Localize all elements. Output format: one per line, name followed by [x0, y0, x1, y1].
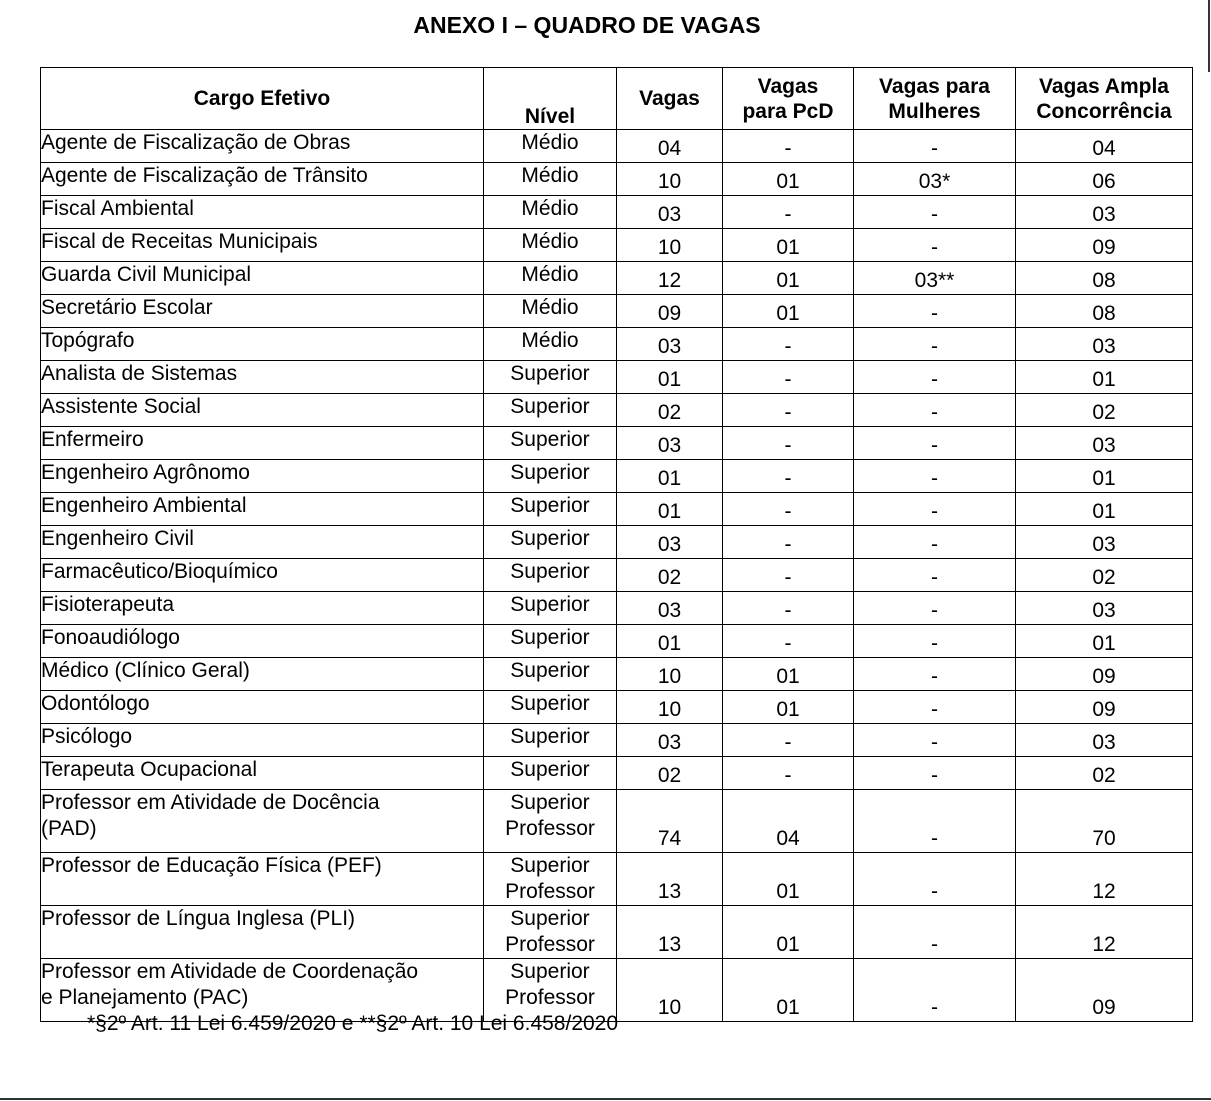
table-row: [41, 658, 1193, 691]
cell-nivel-line: Superior: [510, 461, 590, 484]
cell-nivel-line: Superior: [510, 428, 590, 451]
cell-vagas-mulheres: -: [854, 295, 1016, 328]
cell-vagas-pcd: -: [723, 592, 854, 625]
cell-vagas: 02: [617, 757, 723, 790]
cell-cargo: [41, 853, 484, 906]
table-body: [41, 130, 1193, 1022]
cell-vagas-ampla: 09: [1016, 691, 1193, 724]
cell-nivel-line: Superior: [510, 560, 590, 583]
cell-vagas-mulheres: -: [854, 328, 1016, 361]
cell-vagas-mulheres: -: [854, 493, 1016, 526]
cell-nivel-line: Superior: [510, 907, 590, 930]
cell-vagas-ampla: 01: [1016, 460, 1193, 493]
cell-vagas-mulheres: -: [854, 361, 1016, 394]
cell-cargo: [41, 262, 484, 295]
cell-nivel: [484, 361, 617, 394]
cell-vagas: 13: [617, 906, 723, 959]
cell-vagas-ampla: 08: [1016, 262, 1193, 295]
cell-nivel-line: Superior: [510, 725, 590, 748]
cell-vagas: 03: [617, 592, 723, 625]
header-vagas-mulheres-line2: Mulheres: [888, 99, 981, 123]
header-vagas-mulheres: [854, 68, 1016, 130]
cell-vagas-ampla: 70: [1016, 790, 1193, 853]
cell-vagas-ampla: 03: [1016, 724, 1193, 757]
cell-vagas-pcd: -: [723, 196, 854, 229]
cell-cargo-line: Engenheiro Agrônomo: [41, 461, 250, 484]
cell-vagas-pcd: 01: [723, 295, 854, 328]
cell-vagas-mulheres: -: [854, 592, 1016, 625]
cell-cargo: [41, 460, 484, 493]
cell-cargo-line: Terapeuta Ocupacional: [41, 758, 257, 781]
cell-vagas: 03: [617, 328, 723, 361]
cell-vagas-ampla: 03: [1016, 526, 1193, 559]
cell-cargo-line: Secretário Escolar: [41, 296, 213, 319]
cell-cargo-line: Engenheiro Civil: [41, 527, 194, 550]
cell-vagas-ampla: 09: [1016, 229, 1193, 262]
cell-vagas-mulheres: -: [854, 625, 1016, 658]
cell-vagas-mulheres: -: [854, 427, 1016, 460]
cell-vagas-pcd: 01: [723, 163, 854, 196]
cell-nivel-line: Superior: [510, 395, 590, 418]
cell-vagas-pcd: 01: [723, 959, 854, 1022]
cell-vagas-ampla: 12: [1016, 853, 1193, 906]
cell-vagas-ampla: 03: [1016, 427, 1193, 460]
cell-nivel-line: Superior: [510, 362, 590, 385]
header-cargo-efetivo: Cargo Efetivo: [41, 68, 484, 130]
cell-vagas: 12: [617, 262, 723, 295]
cell-vagas-pcd: -: [723, 361, 854, 394]
cell-cargo-line: Engenheiro Ambiental: [41, 494, 247, 517]
page-border-bottom: [0, 1098, 1211, 1100]
cell-vagas-ampla: 12: [1016, 906, 1193, 959]
cell-nivel: [484, 691, 617, 724]
cell-vagas: 13: [617, 853, 723, 906]
cell-cargo: [41, 592, 484, 625]
cell-nivel: [484, 427, 617, 460]
cell-cargo: [41, 130, 484, 163]
cell-vagas-ampla: 08: [1016, 295, 1193, 328]
cell-vagas: 01: [617, 460, 723, 493]
cell-nivel: [484, 493, 617, 526]
cell-vagas-pcd: 01: [723, 658, 854, 691]
cell-vagas-ampla: 03: [1016, 328, 1193, 361]
cell-vagas: 03: [617, 526, 723, 559]
header-vagas: Vagas: [617, 68, 723, 130]
cell-nivel: [484, 196, 617, 229]
cell-vagas-pcd: -: [723, 526, 854, 559]
cell-vagas-mulheres: -: [854, 526, 1016, 559]
cell-nivel: [484, 460, 617, 493]
cell-vagas-pcd: 04: [723, 790, 854, 853]
table-row: [41, 559, 1193, 592]
cell-vagas-pcd: 01: [723, 229, 854, 262]
cell-vagas: 01: [617, 361, 723, 394]
cell-vagas-mulheres: -: [854, 906, 1016, 959]
cell-nivel-line: Superior: [510, 791, 590, 814]
cell-cargo-line: Professor de Língua Inglesa (PLI): [41, 907, 356, 930]
cell-cargo-line: Odontólogo: [41, 692, 150, 715]
cell-vagas-pcd: -: [723, 724, 854, 757]
cell-vagas: 01: [617, 625, 723, 658]
cell-vagas-ampla: 01: [1016, 493, 1193, 526]
cell-cargo-line: Professor em Atividade de Coordenação: [41, 960, 419, 983]
table-row: [41, 295, 1193, 328]
cell-nivel: [484, 658, 617, 691]
cell-vagas-mulheres: -: [854, 229, 1016, 262]
cell-vagas-mulheres: 03*: [854, 163, 1016, 196]
cell-cargo-line: Analista de Sistemas: [41, 362, 238, 385]
cell-vagas-mulheres: -: [854, 559, 1016, 592]
header-vagas-pcd: [723, 68, 854, 130]
cell-cargo-line: Fisioterapeuta: [41, 593, 175, 616]
cell-cargo-line: Professor de Educação Física (PEF): [41, 854, 382, 877]
cell-cargo-line: Psicólogo: [41, 725, 133, 748]
cell-vagas-mulheres: 03**: [854, 262, 1016, 295]
cell-cargo: [41, 724, 484, 757]
cell-nivel: [484, 163, 617, 196]
cell-cargo: [41, 427, 484, 460]
cell-nivel-line: Superior: [510, 626, 590, 649]
page-border-right: [1208, 0, 1210, 72]
cell-nivel-line: Superior: [510, 527, 590, 550]
header-vagas-mulheres-line1: Vagas para: [879, 74, 990, 98]
cell-cargo: [41, 658, 484, 691]
cell-vagas-mulheres: -: [854, 853, 1016, 906]
cell-vagas: 03: [617, 427, 723, 460]
cell-nivel: [484, 394, 617, 427]
cell-vagas-mulheres: -: [854, 757, 1016, 790]
cell-nivel: [484, 262, 617, 295]
table-row: [41, 262, 1193, 295]
cell-vagas-pcd: -: [723, 394, 854, 427]
cell-vagas: 01: [617, 493, 723, 526]
cell-vagas: 02: [617, 559, 723, 592]
cell-vagas-pcd: -: [723, 559, 854, 592]
cell-nivel: [484, 724, 617, 757]
table-header-row: [41, 68, 1193, 130]
document-title: ANEXO I – QUADRO DE VAGAS: [413, 12, 761, 38]
cell-cargo: [41, 394, 484, 427]
cell-vagas: 03: [617, 196, 723, 229]
cell-nivel-line: Superior: [510, 593, 590, 616]
cell-cargo: [41, 493, 484, 526]
cell-vagas-mulheres: -: [854, 790, 1016, 853]
table-row: [41, 163, 1193, 196]
cell-cargo-line: Enfermeiro: [41, 428, 144, 451]
cell-vagas-pcd: -: [723, 493, 854, 526]
cell-vagas-ampla: 01: [1016, 625, 1193, 658]
table-row: [41, 526, 1193, 559]
cell-cargo-line: Agente de Fiscalização de Obras: [41, 131, 351, 154]
table-row: [41, 691, 1193, 724]
cell-cargo-line: Farmacêutico/Bioquímico: [41, 560, 278, 583]
header-vagas-ampla: [1016, 68, 1193, 130]
cell-nivel-line: Médio: [521, 164, 579, 187]
cell-vagas: 09: [617, 295, 723, 328]
cell-vagas: 02: [617, 394, 723, 427]
table-row: [41, 196, 1193, 229]
table-row: [41, 853, 1193, 906]
cell-vagas: 10: [617, 163, 723, 196]
cell-vagas: 03: [617, 724, 723, 757]
cell-vagas-pcd: 01: [723, 691, 854, 724]
cell-vagas-ampla: 03: [1016, 592, 1193, 625]
header-vagas-ampla-line2: Concorrência: [1036, 99, 1172, 123]
cell-cargo-line: Guarda Civil Municipal: [41, 263, 252, 286]
cell-cargo: [41, 906, 484, 959]
cell-vagas-mulheres: -: [854, 460, 1016, 493]
cell-vagas-ampla: 02: [1016, 757, 1193, 790]
cell-nivel-line: Superior: [510, 692, 590, 715]
cell-nivel: [484, 295, 617, 328]
cell-nivel-line: Médio: [521, 131, 579, 154]
cell-vagas-ampla: 06: [1016, 163, 1193, 196]
table-row: [41, 328, 1193, 361]
cell-vagas-pcd: -: [723, 328, 854, 361]
cell-nivel-line: Superior: [510, 758, 590, 781]
header-vagas-pcd-line2: para PcD: [742, 99, 834, 123]
cell-cargo: [41, 625, 484, 658]
cell-cargo-line: e Planejamento (PAC): [41, 986, 249, 1009]
table-row: [41, 625, 1193, 658]
cell-nivel-line: Médio: [521, 329, 579, 352]
cell-nivel-line: Professor: [505, 986, 595, 1009]
cell-nivel-line: Professor: [505, 933, 595, 956]
table-row: [41, 361, 1193, 394]
cell-vagas: 74: [617, 790, 723, 853]
cell-nivel: [484, 625, 617, 658]
cell-vagas-ampla: 09: [1016, 658, 1193, 691]
header-vagas-ampla-line1: Vagas Ampla: [1039, 74, 1169, 98]
cell-cargo-line: Professor em Atividade de Docência: [41, 791, 380, 814]
cell-vagas: 10: [617, 658, 723, 691]
table-row: [41, 790, 1193, 853]
table-row: [41, 592, 1193, 625]
cell-nivel: [484, 853, 617, 906]
cell-nivel-line: Médio: [521, 230, 579, 253]
cell-nivel-line: Superior: [510, 854, 590, 877]
cell-vagas-mulheres: -: [854, 196, 1016, 229]
cell-vagas-pcd: -: [723, 625, 854, 658]
cell-nivel: [484, 229, 617, 262]
cell-cargo: [41, 790, 484, 853]
cell-nivel-line: Superior: [510, 960, 590, 983]
vacancy-table: [40, 67, 1193, 1022]
table-row: [41, 757, 1193, 790]
cell-nivel-line: Superior: [510, 494, 590, 517]
cell-vagas: 10: [617, 691, 723, 724]
cell-vagas-ampla: 04: [1016, 130, 1193, 163]
cell-vagas-mulheres: -: [854, 658, 1016, 691]
cell-cargo: [41, 757, 484, 790]
header-nivel: Nível: [484, 68, 617, 130]
cell-cargo-line: Médico (Clínico Geral): [41, 659, 250, 682]
cell-vagas-mulheres: -: [854, 394, 1016, 427]
table-row: [41, 460, 1193, 493]
cell-vagas-pcd: -: [723, 460, 854, 493]
cell-cargo: [41, 559, 484, 592]
cell-vagas-ampla: 02: [1016, 394, 1193, 427]
cell-vagas-mulheres: -: [854, 691, 1016, 724]
cell-nivel-line: Médio: [521, 263, 579, 286]
cell-cargo-line: Fiscal Ambiental: [41, 197, 194, 220]
cell-nivel-line: Professor: [505, 880, 595, 903]
table-row: [41, 130, 1193, 163]
cell-vagas-pcd: 01: [723, 906, 854, 959]
table-row: [41, 394, 1193, 427]
cell-cargo: [41, 229, 484, 262]
cell-vagas-ampla: 03: [1016, 196, 1193, 229]
cell-cargo: [41, 526, 484, 559]
cell-nivel-line: Médio: [521, 197, 579, 220]
table-row: [41, 493, 1193, 526]
cell-cargo-line: Topógrafo: [41, 329, 135, 352]
cell-nivel: [484, 328, 617, 361]
cell-vagas-mulheres: -: [854, 959, 1016, 1022]
cell-cargo: [41, 361, 484, 394]
cell-nivel: [484, 592, 617, 625]
cell-nivel: [484, 757, 617, 790]
cell-cargo: [41, 163, 484, 196]
cell-nivel: [484, 130, 617, 163]
cell-cargo: [41, 691, 484, 724]
cell-cargo-line: Fonoaudiólogo: [41, 626, 180, 649]
cell-vagas-ampla: 09: [1016, 959, 1193, 1022]
header-vagas-pcd-line1: Vagas: [757, 74, 819, 98]
cell-vagas-pcd: -: [723, 757, 854, 790]
cell-nivel-line: Médio: [521, 296, 579, 319]
cell-vagas-pcd: 01: [723, 262, 854, 295]
cell-vagas-ampla: 01: [1016, 361, 1193, 394]
cell-cargo-line: Assistente Social: [41, 395, 201, 418]
cell-vagas-mulheres: -: [854, 724, 1016, 757]
cell-vagas-pcd: -: [723, 427, 854, 460]
table-row: [41, 724, 1193, 757]
cell-nivel: [484, 559, 617, 592]
cell-nivel-line: Superior: [510, 659, 590, 682]
cell-nivel: [484, 790, 617, 853]
cell-cargo: [41, 328, 484, 361]
footnote: *§2º Art. 11 Lei 6.459/2020 e **§2º Art. 10 Lei 6.458/2020: [87, 1012, 619, 1035]
cell-nivel-line: Professor: [505, 817, 595, 840]
cell-vagas-pcd: -: [723, 130, 854, 163]
table-row: [41, 229, 1193, 262]
cell-cargo-line: (PAD): [41, 817, 97, 840]
cell-vagas-mulheres: -: [854, 130, 1016, 163]
cell-vagas: 04: [617, 130, 723, 163]
cell-cargo: [41, 295, 484, 328]
cell-cargo: [41, 196, 484, 229]
cell-cargo-line: Fiscal de Receitas Municipais: [41, 230, 318, 253]
cell-vagas: 10: [617, 229, 723, 262]
cell-vagas-pcd: 01: [723, 853, 854, 906]
cell-vagas: 10: [617, 959, 723, 1022]
cell-nivel: [484, 906, 617, 959]
table-row: [41, 427, 1193, 460]
cell-vagas-ampla: 02: [1016, 559, 1193, 592]
cell-cargo-line: Agente de Fiscalização de Trânsito: [41, 164, 368, 187]
cell-nivel: [484, 526, 617, 559]
table-row: [41, 906, 1193, 959]
